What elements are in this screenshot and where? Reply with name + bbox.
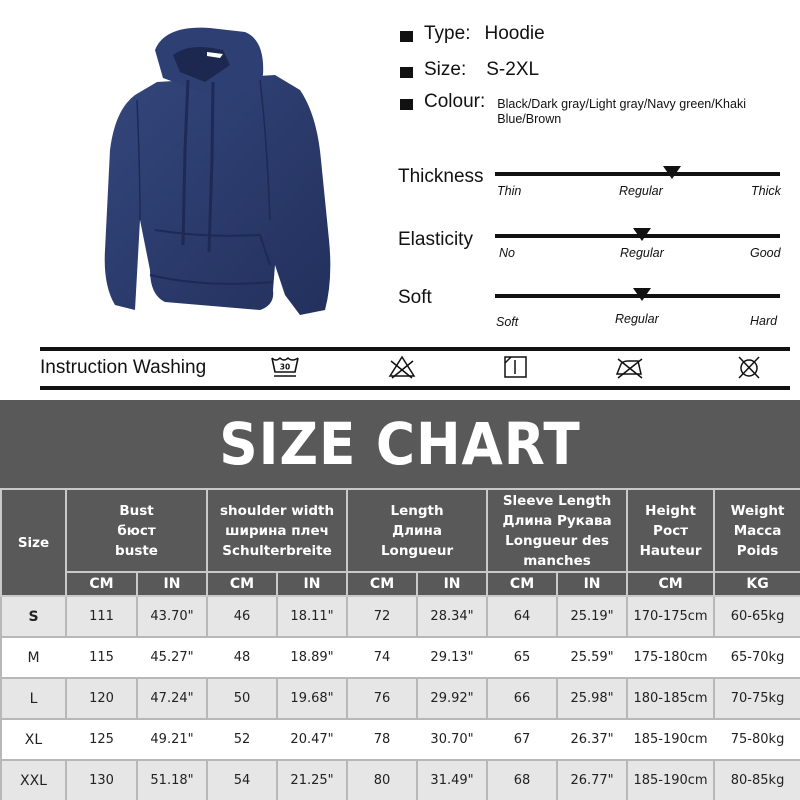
- unit-header: IN: [277, 572, 347, 596]
- svg-text:30: 30: [279, 362, 291, 372]
- table-cell-length-cm: 74: [347, 637, 417, 678]
- table-cell-length-in: 30.70": [417, 719, 487, 760]
- col-header-height: Height Рост Hauteur: [627, 489, 714, 572]
- unit-header: IN: [557, 572, 627, 596]
- spec-label: Type:: [424, 23, 471, 44]
- table-cell-length-in: 29.92": [417, 678, 487, 719]
- table-cell-length-cm: 78: [347, 719, 417, 760]
- col-header-shoulder: shoulder width ширина плеч Schulterbreite: [207, 489, 347, 572]
- spec-value: Hoodie: [484, 23, 545, 44]
- dry-in-shade-icon: [501, 354, 531, 380]
- table-cell-shoulder-in: 18.89": [277, 637, 347, 678]
- table-cell-bust-cm: 125: [66, 719, 137, 760]
- scale-label: Elasticity: [398, 229, 473, 250]
- table-cell-shoulder-in: 19.68": [277, 678, 347, 719]
- table-cell-bust-in: 51.18": [137, 760, 207, 800]
- table-cell-shoulder-cm: 52: [207, 719, 277, 760]
- unit-header: IN: [137, 572, 207, 596]
- table-cell-weight: 65-70kg: [714, 637, 800, 678]
- hoodie-product-image: [95, 20, 345, 320]
- scale-min: Soft: [496, 315, 519, 329]
- scale-min: Thin: [497, 184, 522, 198]
- spec-size: [400, 59, 539, 81]
- scale-max: Thick: [751, 184, 781, 198]
- washing-title: Instruction Washing: [40, 357, 207, 378]
- table-cell-sleeve-in: 25.59": [557, 637, 627, 678]
- scale-mid: Regular: [620, 246, 664, 260]
- table-cell-sleeve-cm: 64: [487, 596, 557, 637]
- table-cell-length-cm: 76: [347, 678, 417, 719]
- col-header-sleeve: Sleeve Length Длина Рукава Longueur des manches: [487, 489, 627, 572]
- unit-header: CM: [207, 572, 277, 596]
- table-row: [1, 678, 800, 719]
- table-cell-sleeve-cm: 67: [487, 719, 557, 760]
- divider: [40, 386, 790, 390]
- table-cell-length-in: 28.34": [417, 596, 487, 637]
- spec-colour: [400, 91, 797, 127]
- table-cell-height: 175-180cm: [627, 637, 714, 678]
- table-cell-length-in: 31.49": [417, 760, 487, 800]
- table-cell-bust-cm: 111: [66, 596, 137, 637]
- table-cell-shoulder-cm: 48: [207, 637, 277, 678]
- table-cell-bust-cm: 130: [66, 760, 137, 800]
- scale-max: Good: [750, 246, 781, 260]
- table-cell-sleeve-in: 26.77": [557, 760, 627, 800]
- table-cell-shoulder-in: 20.47": [277, 719, 347, 760]
- table-cell-bust-cm: 120: [66, 678, 137, 719]
- table-cell-bust-in: 43.70": [137, 596, 207, 637]
- scale-mid: Regular: [619, 184, 663, 198]
- table-cell-bust-in: 47.24": [137, 678, 207, 719]
- size-cell: S: [1, 596, 66, 637]
- triangle-marker-icon: [633, 288, 651, 301]
- spec-value: Black/Dark gray/Light gray/Navy green/Khaki Blue/Brown: [497, 97, 746, 126]
- size-cell: XXL: [1, 760, 66, 800]
- triangle-marker-icon: [663, 166, 681, 179]
- scale-label: Thickness: [398, 166, 484, 187]
- unit-row: [1, 572, 800, 596]
- table-cell-weight: 80-85kg: [714, 760, 800, 800]
- spec-label: Size:: [424, 59, 467, 80]
- table-cell-shoulder-cm: 54: [207, 760, 277, 800]
- table-cell-shoulder-cm: 46: [207, 596, 277, 637]
- spec-value: S-2XL: [486, 59, 540, 80]
- size-cell: M: [1, 637, 66, 678]
- unit-header: IN: [417, 572, 487, 596]
- unit-header: CM: [66, 572, 137, 596]
- triangle-marker-icon: [633, 228, 651, 241]
- spec-label: Colour:: [424, 91, 486, 112]
- table-row: [1, 760, 800, 800]
- scale-max: Hard: [750, 314, 778, 328]
- table-cell-sleeve-cm: 68: [487, 760, 557, 800]
- size-chart-title: SIZE CHART: [219, 410, 581, 478]
- table-cell-height: 185-190cm: [627, 719, 714, 760]
- table-cell-weight: 60-65kg: [714, 596, 800, 637]
- table-row: [1, 637, 800, 678]
- do-not-iron-icon: [614, 354, 644, 380]
- unit-header: CM: [347, 572, 417, 596]
- size-cell: XL: [1, 719, 66, 760]
- do-not-bleach-icon: [387, 354, 417, 380]
- bullet-square-icon: [400, 99, 413, 110]
- table-cell-shoulder-in: 21.25": [277, 760, 347, 800]
- divider: [40, 347, 790, 351]
- col-header-weight: Weight Масса Poids: [714, 489, 800, 572]
- bullet-square-icon: [400, 31, 413, 42]
- table-cell-height: 180-185cm: [627, 678, 714, 719]
- header-row: [1, 489, 800, 572]
- do-not-tumble-dry-icon: [734, 354, 764, 380]
- table-row: [1, 596, 800, 637]
- unit-header: CM: [487, 572, 557, 596]
- table-cell-height: 170-175cm: [627, 596, 714, 637]
- table-cell-sleeve-in: 26.37": [557, 719, 627, 760]
- scale-mid: Regular: [615, 312, 659, 326]
- bullet-square-icon: [400, 67, 413, 78]
- wash-30-icon: [270, 354, 300, 380]
- table-cell-length-in: 29.13": [417, 637, 487, 678]
- table-cell-length-cm: 80: [347, 760, 417, 800]
- table-cell-weight: 70-75kg: [714, 678, 800, 719]
- table-cell-shoulder-in: 18.11": [277, 596, 347, 637]
- scale-bar: [495, 172, 780, 176]
- col-header-size: Size: [1, 489, 66, 596]
- unit-header: KG: [714, 572, 800, 596]
- unit-header: CM: [627, 572, 714, 596]
- table-cell-sleeve-in: 25.98": [557, 678, 627, 719]
- table-cell-weight: 75-80kg: [714, 719, 800, 760]
- table-cell-sleeve-in: 25.19": [557, 596, 627, 637]
- scale-min: No: [499, 246, 515, 260]
- table-row: [1, 719, 800, 760]
- size-cell: L: [1, 678, 66, 719]
- table-cell-bust-cm: 115: [66, 637, 137, 678]
- size-table: [0, 488, 800, 800]
- table-cell-sleeve-cm: 66: [487, 678, 557, 719]
- scale-label: Soft: [398, 287, 432, 308]
- col-header-length: Length Длина Longueur: [347, 489, 487, 572]
- table-cell-length-cm: 72: [347, 596, 417, 637]
- table-cell-sleeve-cm: 65: [487, 637, 557, 678]
- size-chart: [0, 400, 800, 800]
- table-cell-bust-in: 45.27": [137, 637, 207, 678]
- spec-type: [400, 23, 545, 45]
- table-cell-height: 185-190cm: [627, 760, 714, 800]
- col-header-bust: Bust бюст buste: [66, 489, 207, 572]
- table-cell-bust-in: 49.21": [137, 719, 207, 760]
- table-cell-shoulder-cm: 50: [207, 678, 277, 719]
